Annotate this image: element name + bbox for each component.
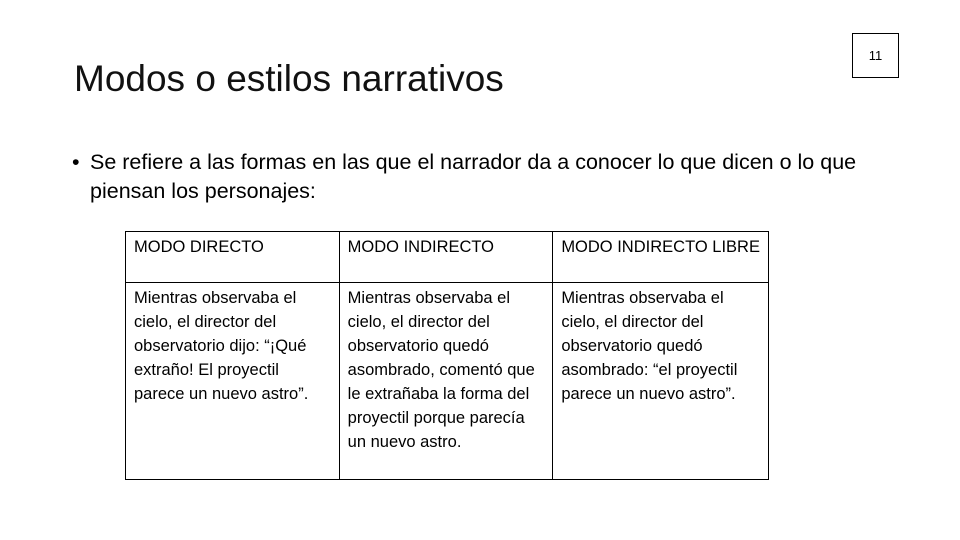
page-number: 11 <box>868 48 883 63</box>
bullet-text: Se refiere a las formas en las que el narrador da a conocer lo que dicen o lo que piensan los personajes: <box>90 150 857 203</box>
header-modo-indirecto: MODO INDIRECTO <box>339 232 553 283</box>
bullet-marker: • <box>72 150 80 174</box>
narrative-modes-table <box>125 231 769 480</box>
cell-modo-indirecto-libre-example: Mientras observaba el cielo, el director del observatorio quedó asombrado: “el proyectil parece un nuevo astro”. <box>553 283 769 480</box>
table-header-row <box>126 232 769 283</box>
cell-modo-directo-example: Mientras observaba el cielo, el director del observatorio dijo: “¡Qué extraño! El proyectil parece un nuevo astro”. <box>126 283 340 480</box>
table-row <box>126 283 769 480</box>
bullet-point <box>72 148 862 206</box>
header-modo-directo: MODO DIRECTO <box>126 232 340 283</box>
header-modo-indirecto-libre: MODO INDIRECTO LIBRE <box>553 232 769 283</box>
slide-title: Modos o estilos narrativos <box>74 58 504 99</box>
cell-modo-indirecto-example: Mientras observaba el cielo, el director del observatorio quedó asombrado, comentó que le extrañaba la forma del proyectil porque parecía un nuevo astro. <box>339 283 553 480</box>
page-number-box <box>852 33 899 78</box>
